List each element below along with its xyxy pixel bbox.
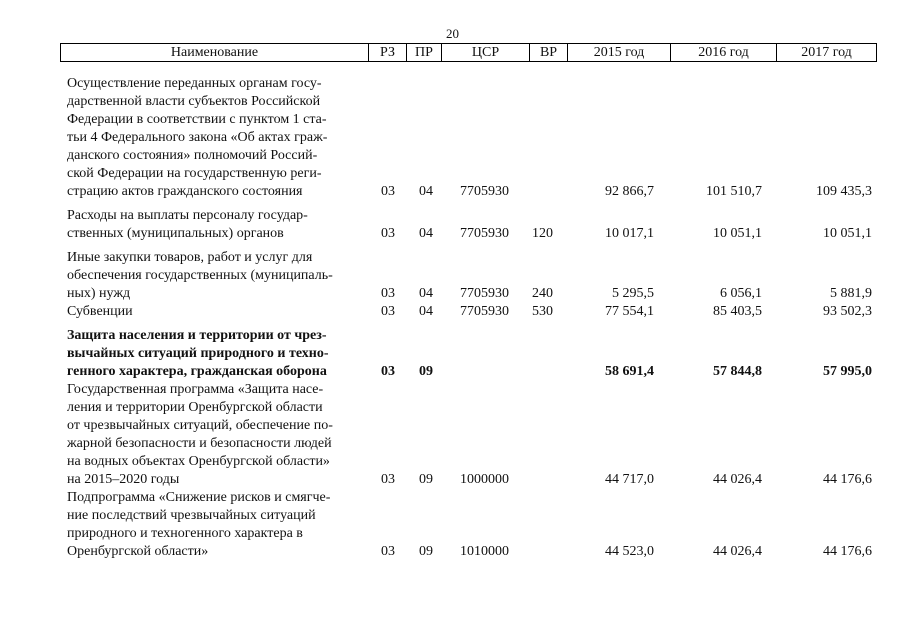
row-name: Подпрограмма «Снижение рисков и смягче- ние последствий чрезвычайных ситуаций природного и техногенного характера в Оренбургской области» xyxy=(67,490,331,559)
row-2017: 10 051,1 xyxy=(823,226,872,241)
row-name: Осуществление переданных органам госу- дарственной власти субъектов Российской Федерации в соответствии с пунктом 1 ста- тьи 4 Федерального закона «Об актах граж- данского состояния» полномочий Россий- ской Федерации на государственную реги- страцию актов гражданского состояния xyxy=(67,76,328,199)
row-2017: 93 502,3 xyxy=(823,304,872,319)
row-rz: 03 xyxy=(381,364,395,379)
table-header xyxy=(60,43,877,62)
row-2015: 58 691,4 xyxy=(605,364,654,379)
row-2017: 44 176,6 xyxy=(823,544,872,559)
row-2017: 57 995,0 xyxy=(823,364,872,379)
table-row xyxy=(0,489,905,561)
row-pr: 04 xyxy=(419,226,433,241)
table-row xyxy=(0,303,905,321)
header-pr: ПР xyxy=(407,44,442,61)
row-2017: 5 881,9 xyxy=(830,286,872,301)
row-rz: 03 xyxy=(381,226,395,241)
row-rz: 03 xyxy=(381,472,395,487)
row-rz: 03 xyxy=(381,544,395,559)
table-row xyxy=(0,381,905,489)
row-2016: 101 510,7 xyxy=(706,184,762,199)
header-vr: ВР xyxy=(530,44,568,61)
row-2015: 77 554,1 xyxy=(605,304,654,319)
row-2015: 10 017,1 xyxy=(605,226,654,241)
header-2016: 2016 год xyxy=(671,44,777,61)
row-rz: 03 xyxy=(381,286,395,301)
table-body xyxy=(0,75,905,561)
row-2015: 44 523,0 xyxy=(605,544,654,559)
row-2015: 5 295,5 xyxy=(612,286,654,301)
row-vr: 120 xyxy=(532,226,553,241)
header-rz: РЗ xyxy=(369,44,407,61)
table-row-section xyxy=(0,327,905,381)
row-csr: 1010000 xyxy=(460,544,509,559)
row-csr: 1000000 xyxy=(460,472,509,487)
row-2017: 44 176,6 xyxy=(823,472,872,487)
header-2017: 2017 год xyxy=(801,45,852,60)
row-name: Расходы на выплаты персоналу государ- ственных (муниципальных) органов xyxy=(67,208,308,241)
row-pr: 09 xyxy=(419,472,433,487)
row-2016: 57 844,8 xyxy=(713,364,762,379)
row-csr: 7705930 xyxy=(460,304,509,319)
row-2016: 10 051,1 xyxy=(713,226,762,241)
row-pr: 09 xyxy=(419,544,433,559)
row-2016: 85 403,5 xyxy=(713,304,762,319)
row-name: Субвенции xyxy=(67,304,133,319)
row-2016: 6 056,1 xyxy=(720,286,762,301)
row-pr: 04 xyxy=(419,286,433,301)
row-vr: 240 xyxy=(532,286,553,301)
row-name: Государственная программа «Защита насе- ления и территории Оренбургской области от чрезвычайных ситуаций, обеспечение по- жарной безопасности и безопасности людей на водных объектах Оренбургской области» на 2015–2020 годы xyxy=(67,382,333,487)
header-csr: ЦСР xyxy=(442,44,530,61)
row-rz: 03 xyxy=(381,184,395,199)
table-row xyxy=(0,249,905,303)
header-2015: 2015 год xyxy=(568,44,671,61)
row-csr: 7705930 xyxy=(460,184,509,199)
row-vr: 530 xyxy=(532,304,553,319)
row-pr: 09 xyxy=(419,364,433,379)
row-name: Защита населения и территории от чрез- вычайных ситуаций природного и техно- генного характера, гражданская оборона xyxy=(67,328,329,379)
page-number: 20 xyxy=(446,26,459,41)
row-csr: 7705930 xyxy=(460,286,509,301)
row-2017: 109 435,3 xyxy=(816,184,872,199)
row-2016: 44 026,4 xyxy=(713,472,762,487)
row-2015: 92 866,7 xyxy=(605,184,654,199)
row-pr: 04 xyxy=(419,184,433,199)
header-name: Наименование xyxy=(61,44,369,61)
row-2015: 44 717,0 xyxy=(605,472,654,487)
table-row xyxy=(0,207,905,243)
row-rz: 03 xyxy=(381,304,395,319)
row-csr: 7705930 xyxy=(460,226,509,241)
row-pr: 04 xyxy=(419,304,433,319)
row-name: Иные закупки товаров, работ и услуг для обеспечения государственных (муниципаль- ных) нужд xyxy=(67,250,333,301)
row-2016: 44 026,4 xyxy=(713,544,762,559)
table-row xyxy=(0,75,905,201)
